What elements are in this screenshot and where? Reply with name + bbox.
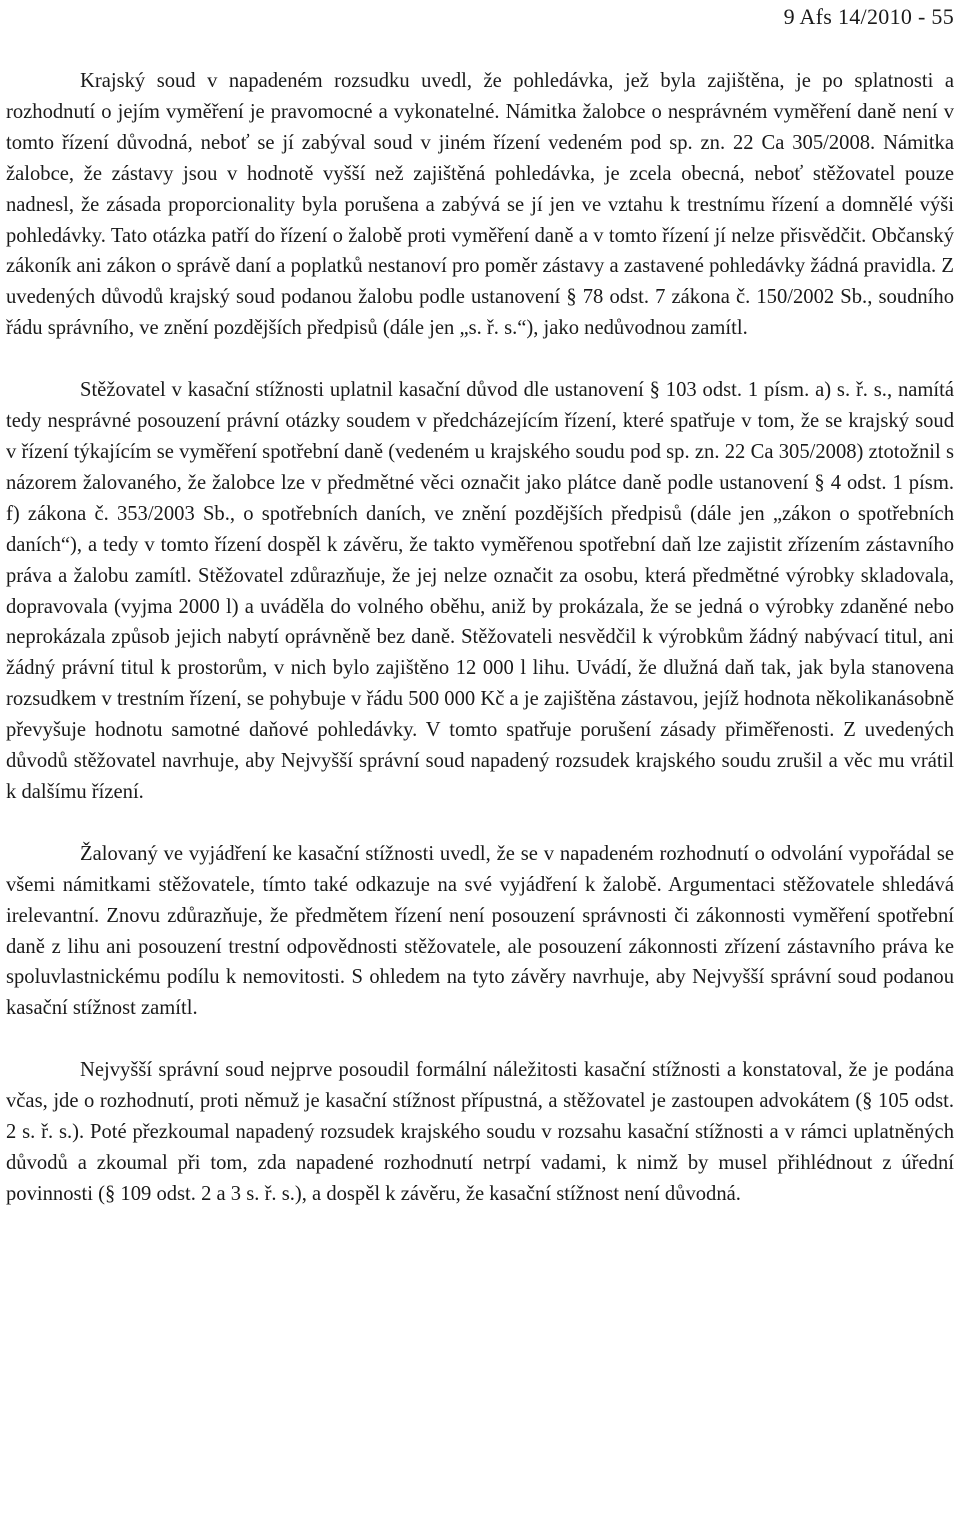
- document-body: [6, 66, 954, 1210]
- paragraph-cassation-complaint: Stěžovatel v kasační stížnosti uplatnil kasační důvod dle ustanovení § 103 odst. 1 písm. a) s. ř. s., namítá tedy nesprávné posouzení právní otázky soudem v předcházejícím řízení, které spatřuje v tom, že se krajský soud v řízení týkajícím se vyměření spotřební daně (vedeném u krajského soudu pod sp. zn. 22 Ca 305/2008) ztotožnil s názorem žalovaného, že žalobce lze v předmětné věci označit jako plátce daně podle ustanovení § 4 odst. 1 písm. f) zákona č. 353/2003 Sb., o spotřebních daních, ve znění pozdějších předpisů (dále jen „zákon o spotřebních daních“), a tedy v tomto řízení dospěl k závěru, že takto vyměřenou spotřební daň lze zajistit zřízením zástavního práva a žalobu zamítl. Stěžovatel zdůrazňuje, že jej nelze označit za osobu, která předmětné výrobky skladovala, dopravovala (vyjma 2000 l) a uváděla do volného oběhu, aniž by prokázala, že se jedná o výrobky zdaněné nebo neprokázala způsob jejich nabytí oprávněně bez daně. Stěžovateli nesvědčil k výrobkům žádný nabývací titul, ani žádný právní titul k prostorům, v nich bylo zajištěno 12 000 l lihu. Uvádí, že dlužná daň tak, jak byla stanovena rozsudkem v trestním řízení, se pohybuje v řádu 500 000 Kč a je zajištěna zástavou, jejíž hodnota několikanásobně převyšuje hodnotu samotné daňové pohledávky. V tomto spatřuje porušení zásady přiměřenosti. Z uvedených důvodů stěžovatel navrhuje, aby Nejvyšší správní soud napadený rozsudek krajského soudu zrušil a věc mu vrátil k dalšímu řízení.: [6, 379, 954, 803]
- case-number-header: 9 Afs 14/2010 - 55: [783, 4, 954, 29]
- paragraph-gap: [6, 808, 954, 839]
- paragraph-supreme-court-review: Nejvyšší správní soud nejprve posoudil formální náležitosti kasační stížnosti a konstatoval, že je podána včas, jde o rozhodnutí, proti němuž je kasační stížnost přípustná, a stěžovatel je zastoupen advokátem (§ 105 odst. 2 s. ř. s.). Poté přezkoumal napadený rozsudek krajského soudu v rozsahu kasační stížnosti a v rámci uplatněných důvodů a zkoumal při tom, zda napadené rozhodnutí netrpí vadami, k nimž by musel přihlédnout z úřední povinnosti (§ 109 odst. 2 a 3 s. ř. s.), a dospěl k závěru, že kasační stížnost není důvodná.: [6, 1059, 954, 1205]
- paragraph-defendant-statement: Žalovaný ve vyjádření ke kasační stížnosti uvedl, že se v napadeném rozhodnutí o odvolání vypořádal se všemi námitkami stěžovatele, tímto také odkazuje na své vyjádření k žalobě. Argumentaci stěžovatele shledává irelevantní. Znovu zdůrazňuje, že předmětem řízení není posouzení správnosti či zákonnosti vyměření spotřební daně z lihu ani posouzení trestní odpovědnosti stěžovatele, ale posouzení zákonnosti zřízení zástavního práva ke spoluvlastnickému podílu k nemovitosti. S ohledem na tyto závěry navrhuje, aby Nejvyšší správní soud podanou kasační stížnost zamítl.: [6, 842, 954, 1020]
- paragraph-regional-court-judgment: Krajský soud v napadeném rozsudku uvedl, že pohledávka, jež byla zajištěna, je po splatnosti a rozhodnutí o jejím vyměření je pravomocné a vykonatelné. Námitka žalobce o nesprávném vyměření daně není v tomto řízení důvodná, neboť se jí zabýval soud v jiném řízení vedeném pod sp. zn. 22 Ca 305/2008. Námitka žalobce, že zástavy jsou v hodnotě vyšší než zajištěná pohledávka, je zcela obecná, neboť stěžovatel pouze nadnesl, že zásada proporcionality byla porušena a zabývá se jí jen ve vztahu k trestnímu řízení a domnělé výši pohledávky. Tato otázka patří do řízení o žalobě proti vyměření daně a v tomto řízení jí nelze přisvědčit. Občanský zákoník ani zákon o správě daní a poplatků nestanoví pro poměr zástavy a zastavené pohledávky žádná pravidla. Z uvedených důvodů krajský soud podanou žalobu podle ustanovení § 78 odst. 7 zákona č. 150/2002 Sb., soudního řádu správního, ve znění pozdějších předpisů (dále jen „s. ř. s.“), jako nedůvodnou zamítl.: [6, 70, 954, 340]
- paragraph-gap: [6, 1024, 954, 1055]
- paragraph-gap: [6, 344, 954, 375]
